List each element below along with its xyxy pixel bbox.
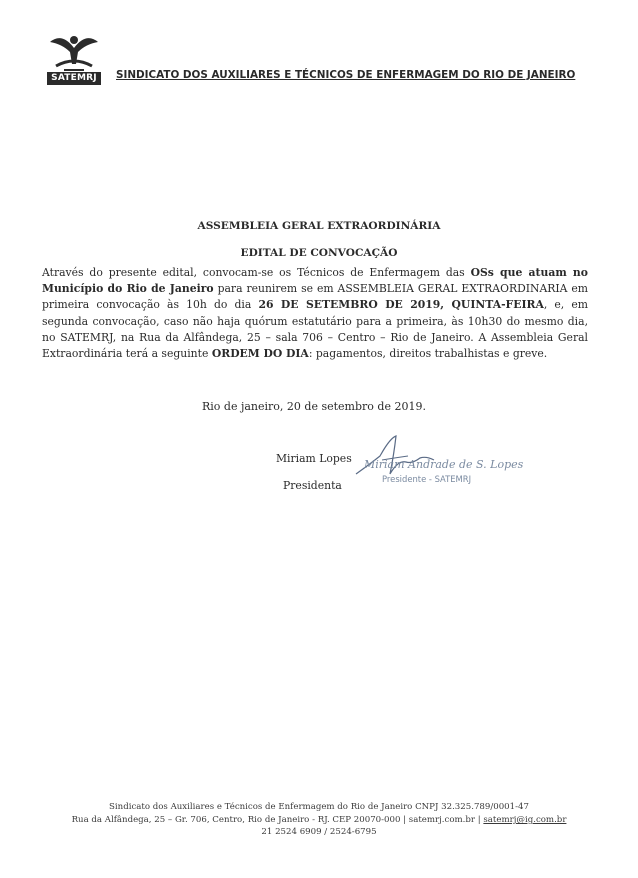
- footer-line-1: Sindicato dos Auxiliares e Técnicos de Enfermagem do Rio de Janeiro CNPJ 32.325.789/0001-47: [109, 802, 529, 812]
- stamp-role: Presidente - SATEMRJ: [382, 474, 472, 484]
- footer-line-2: [0, 815, 638, 825]
- footer-email-link[interactable]: satemrj@ig.com.br: [483, 815, 567, 825]
- document-title: ASSEMBLEIA GERAL EXTRAORDINÁRIA: [197, 220, 441, 232]
- signer-role: Presidenta: [283, 479, 342, 492]
- body-text-1: Através do presente edital, convocam-se os Técnicos de Enfermagem das: [42, 266, 471, 279]
- union-name: SINDICATO DOS AUXILIARES E TÉCNICOS DE ENFERMAGEM DO RIO DE JANEIRO: [116, 69, 576, 81]
- stamp-name: Miriam Andrade de S. Lopes: [364, 458, 524, 471]
- body-text-3: , e, em segunda convocação, caso não haja quórum estatutário para a primeira, às 10h30 do mesmo dia, no SATEMRJ, na Rua da Alfândega, 25 – sala 706 – Centro – Rio de Janeiro. A Assembleia Geral Extraordinária terá a seguinte: [42, 298, 589, 361]
- signer-name: Miriam Lopes: [276, 452, 352, 465]
- body-text-2: para reunirem se em ASSEMBLEIA GERAL EXTRAORDINARIA em primeira convocação às 10h do dia: [42, 282, 589, 312]
- satemrj-logo-icon: [46, 34, 102, 72]
- footer-address: Rua da Alfândega, 25 – Gr. 706, Centro, Rio de Janeiro - RJ. CEP 20070-000 | satemrj.com.br |: [71, 815, 484, 825]
- footer-line-3: 21 2524 6909 / 2524-6795: [261, 827, 377, 837]
- body-text-4: : pagamentos, direitos trabalhistas e greve.: [308, 347, 548, 361]
- body-bold-2: 26 DE SETEMBRO DE 2019, QUINTA-FEIRA: [258, 298, 544, 312]
- union-logo: [46, 34, 102, 86]
- body-bold-1: OSs que atuam no Município do Rio de Janeiro: [42, 266, 588, 296]
- document-subtitle: EDITAL DE CONVOCAÇÃO: [240, 247, 398, 259]
- place-date: Rio de janeiro, 20 de setembro de 2019.: [202, 400, 426, 413]
- body-bold-3: ORDEM DO DIA: [211, 347, 309, 361]
- logo-label: SATEMRJ: [47, 72, 101, 85]
- convocation-paragraph: [42, 265, 588, 362]
